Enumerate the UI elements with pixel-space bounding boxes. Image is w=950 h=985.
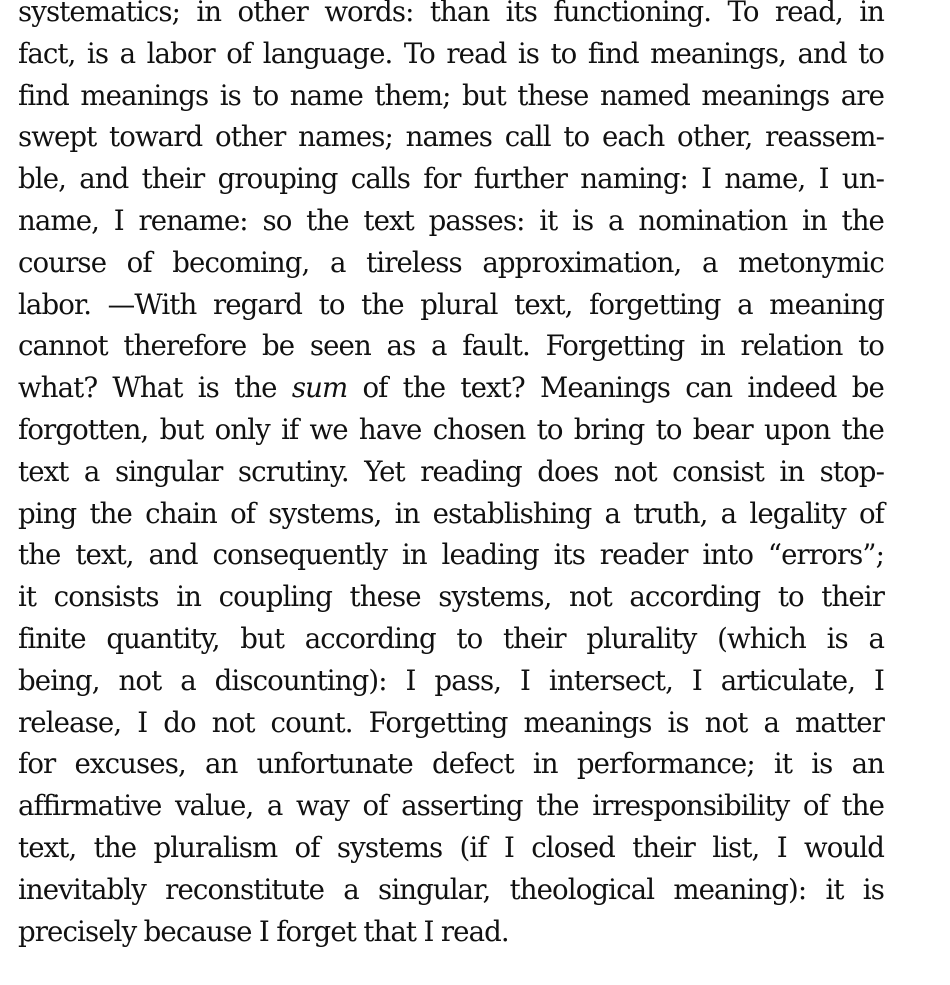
text-line: labor. —With regard to the plural text, forgetting a meaning bbox=[18, 287, 884, 321]
text-line: systematics; in other words: than its functioning. To read, in bbox=[18, 0, 884, 28]
text-line: text, the pluralism of systems (if I closed their list, I would bbox=[18, 830, 884, 864]
text-line: text a singular scrutiny. Yet reading does not consist in stop- bbox=[18, 454, 884, 488]
text-line: the text, and consequently in leading its reader into “errors”; bbox=[18, 538, 884, 572]
text-line-with-italic bbox=[18, 367, 884, 409]
italic-word: sum bbox=[291, 371, 348, 405]
text-line: affirmative value, a way of asserting the irresponsibility of the bbox=[18, 789, 884, 823]
text-line: fact, is a labor of language. To read is to find meanings, and to bbox=[18, 36, 884, 70]
text-segment: of the text? Meanings can indeed be bbox=[347, 371, 884, 405]
text-line-last: precisely because I forget that I read. bbox=[18, 914, 509, 948]
text-line: being, not a discounting): I pass, I intersect, I articulate, I bbox=[18, 663, 884, 697]
text-line: swept toward other names; names call to each other, reassem- bbox=[18, 120, 884, 154]
text-line: ping the chain of systems, in establishing a truth, a legality of bbox=[18, 496, 884, 530]
text-line: finite quantity, but according to their plurality (which is a bbox=[18, 621, 884, 655]
text-line: forgotten, but only if we have chosen to bring to bear upon the bbox=[18, 412, 884, 446]
text-line: inevitably reconstitute a singular, theological meaning): it is bbox=[18, 872, 884, 906]
text-line: name, I rename: so the text passes: it is a nomination in the bbox=[18, 203, 884, 237]
book-page-text bbox=[18, 0, 884, 952]
text-line: find meanings is to name them; but these named meanings are bbox=[18, 78, 884, 112]
text-line: cannot therefore be seen as a fault. Forgetting in relation to bbox=[18, 329, 884, 363]
text-line: for excuses, an unfortunate defect in performance; it is an bbox=[18, 747, 884, 781]
text-line: course of becoming, a tireless approximation, a metonymic bbox=[18, 245, 884, 279]
text-line: ble, and their grouping calls for further naming: I name, I un- bbox=[18, 162, 884, 196]
text-line: it consists in coupling these systems, not according to their bbox=[18, 580, 884, 614]
text-line: release, I do not count. Forgetting meanings is not a matter bbox=[18, 705, 884, 739]
text-segment: what? What is the bbox=[18, 371, 292, 405]
